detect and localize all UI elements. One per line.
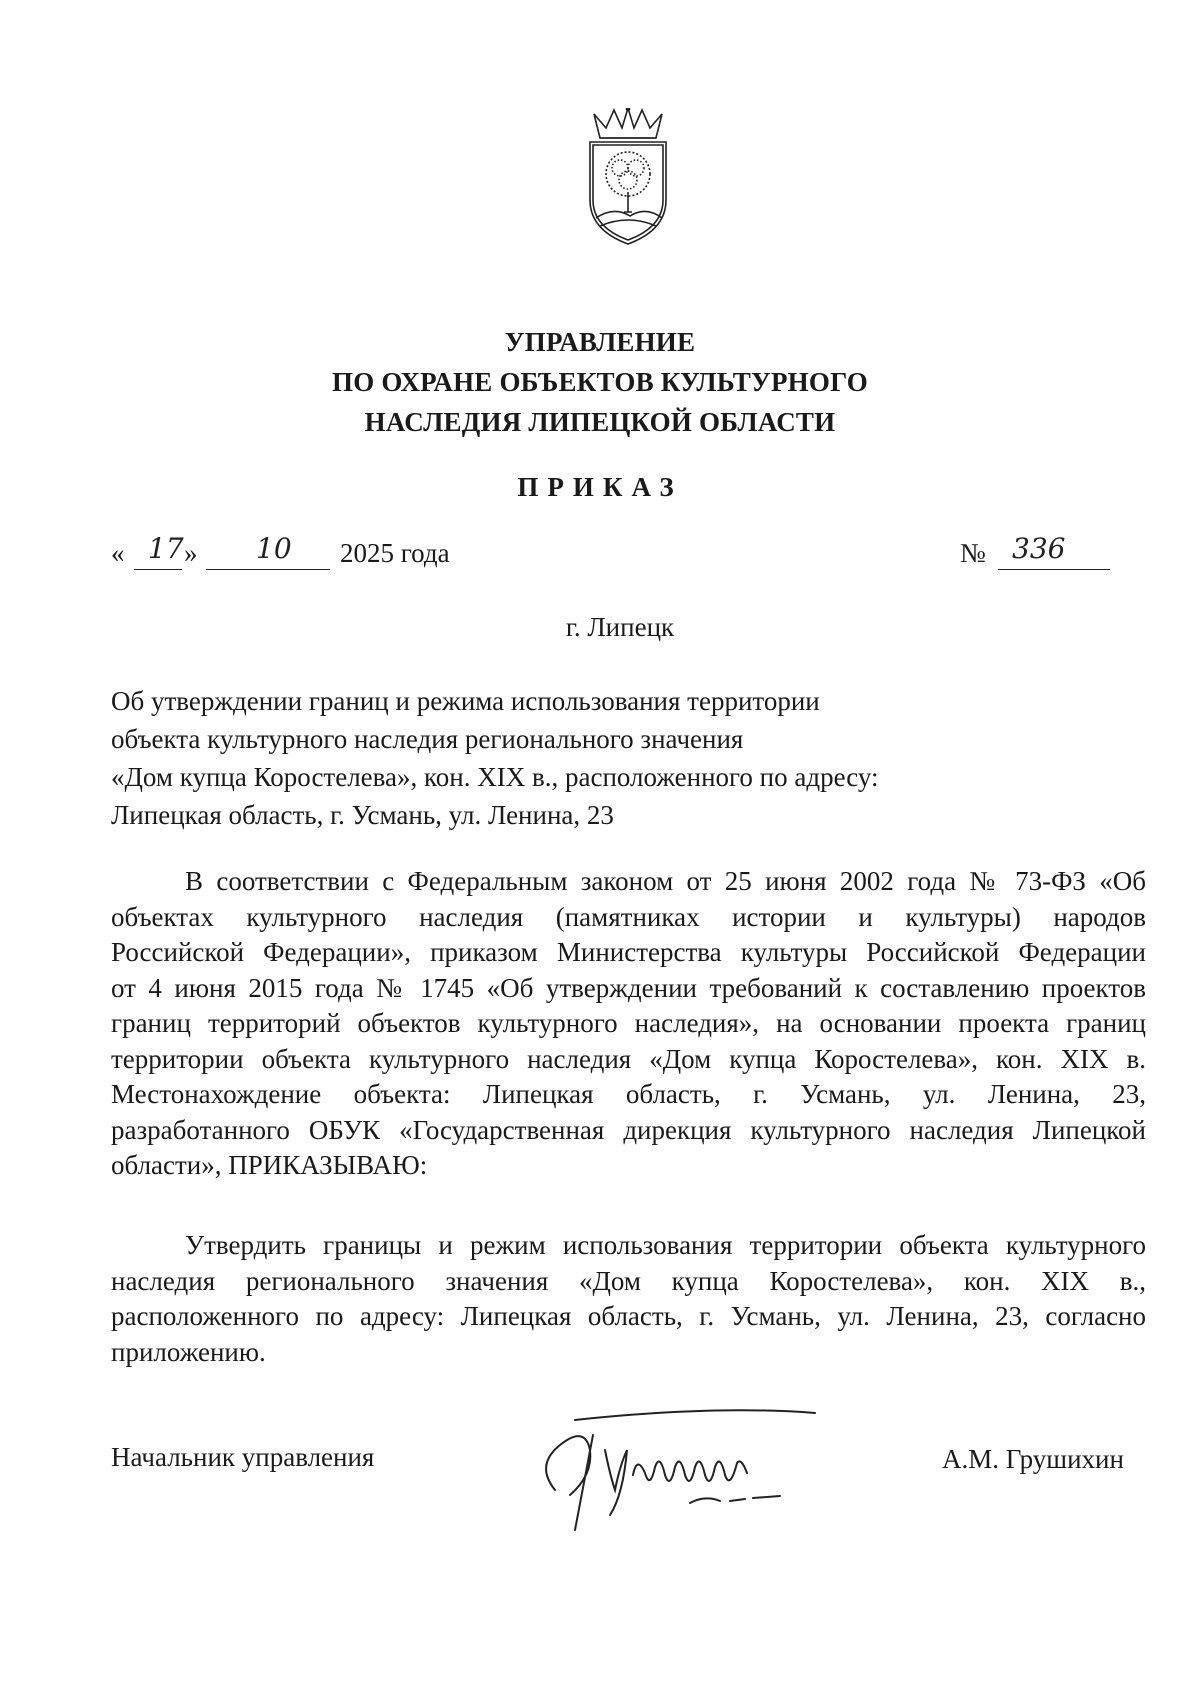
paragraph-line: Российской Федерации», приказом Министерства культуры Российской Федерации: [111, 937, 1146, 967]
date-month: 10: [256, 532, 292, 565]
paragraph-line: Местонахождение объекта: Липецкая область, г. Усмань, ул. Ленина, 23,: [111, 1079, 1146, 1109]
subject-line: объекта культурного наследия регионального значения: [111, 724, 744, 754]
subject-line: Липецкая область, г. Усмань, ул. Ленина, 23: [111, 800, 614, 830]
month-underline: [206, 569, 330, 570]
city: г. Липецк: [565, 612, 675, 642]
order-subject: [111, 682, 911, 834]
paragraph-line: приложению.: [111, 1336, 266, 1367]
signatory-position: Начальник управления: [111, 1442, 375, 1472]
paragraph-line: от 4 июня 2015 года № 1745 «Об утверждении требований к составлению проектов: [111, 972, 1146, 1003]
body-paragraph-2: [111, 1228, 1146, 1370]
paragraph-line: объектах культурного наследия (памятниках истории и культуры) народов: [111, 901, 1146, 932]
date-year-text: 2025 года: [340, 538, 450, 568]
coat-of-arms-icon: [580, 108, 676, 246]
paragraph-line: наследия регионального значения «Дом купца Коростелева», кон. XIX в.,: [111, 1265, 1146, 1296]
org-name-line-2: ПО ОХРАНЕ ОБЪЕКТОВ КУЛЬТУРНОГО: [332, 367, 868, 397]
paragraph-line: области», ПРИКАЗЫВАЮ:: [111, 1150, 428, 1180]
order-number: 336: [1012, 532, 1066, 565]
document-type-title: ПРИКАЗ: [517, 472, 683, 502]
subject-line: «Дом купца Коростелева», кон. XIX в., расположенного по адресу:: [111, 762, 879, 792]
day-underline: [134, 569, 182, 570]
signatory-name: А.М. Грушихин: [942, 1444, 1124, 1474]
paragraph-line: расположенного по адресу: Липецкая область, г. Усмань, ул. Ленина, 23, согласно: [111, 1301, 1146, 1331]
org-name-line-3: НАСЛЕДИЯ ЛИПЕЦКОЙ ОБЛАСТИ: [364, 407, 836, 437]
date-close-quote: »: [184, 538, 198, 568]
paragraph-line: Утвердить границы и режим использования территории объекта культурного: [185, 1230, 1146, 1260]
subject-line: Об утверждении границ и режима использования территории: [111, 686, 820, 716]
number-underline: [998, 569, 1110, 570]
body-paragraph-1: [111, 864, 1146, 1184]
paragraph-line: границ территорий объектов культурного наследия», на основании проекта границ: [111, 1008, 1146, 1038]
handwritten-signature: [515, 1395, 845, 1535]
org-name-line-1: УПРАВЛЕНИЕ: [504, 327, 696, 357]
paragraph-line: территории объекта культурного наследия «Дом купца Коростелева», кон. XIX в.: [111, 1043, 1146, 1074]
paragraph-line: разработанного ОБУК «Государственная дирекция культурного наследия Липецкой: [111, 1114, 1146, 1145]
date-open-quote: «: [111, 538, 125, 568]
date-day: 17: [148, 532, 184, 565]
paragraph-line: В соответствии с Федеральным законом от 25 июня 2002 года № 73-ФЗ «Об: [185, 866, 1146, 896]
order-number-label: №: [960, 538, 986, 568]
